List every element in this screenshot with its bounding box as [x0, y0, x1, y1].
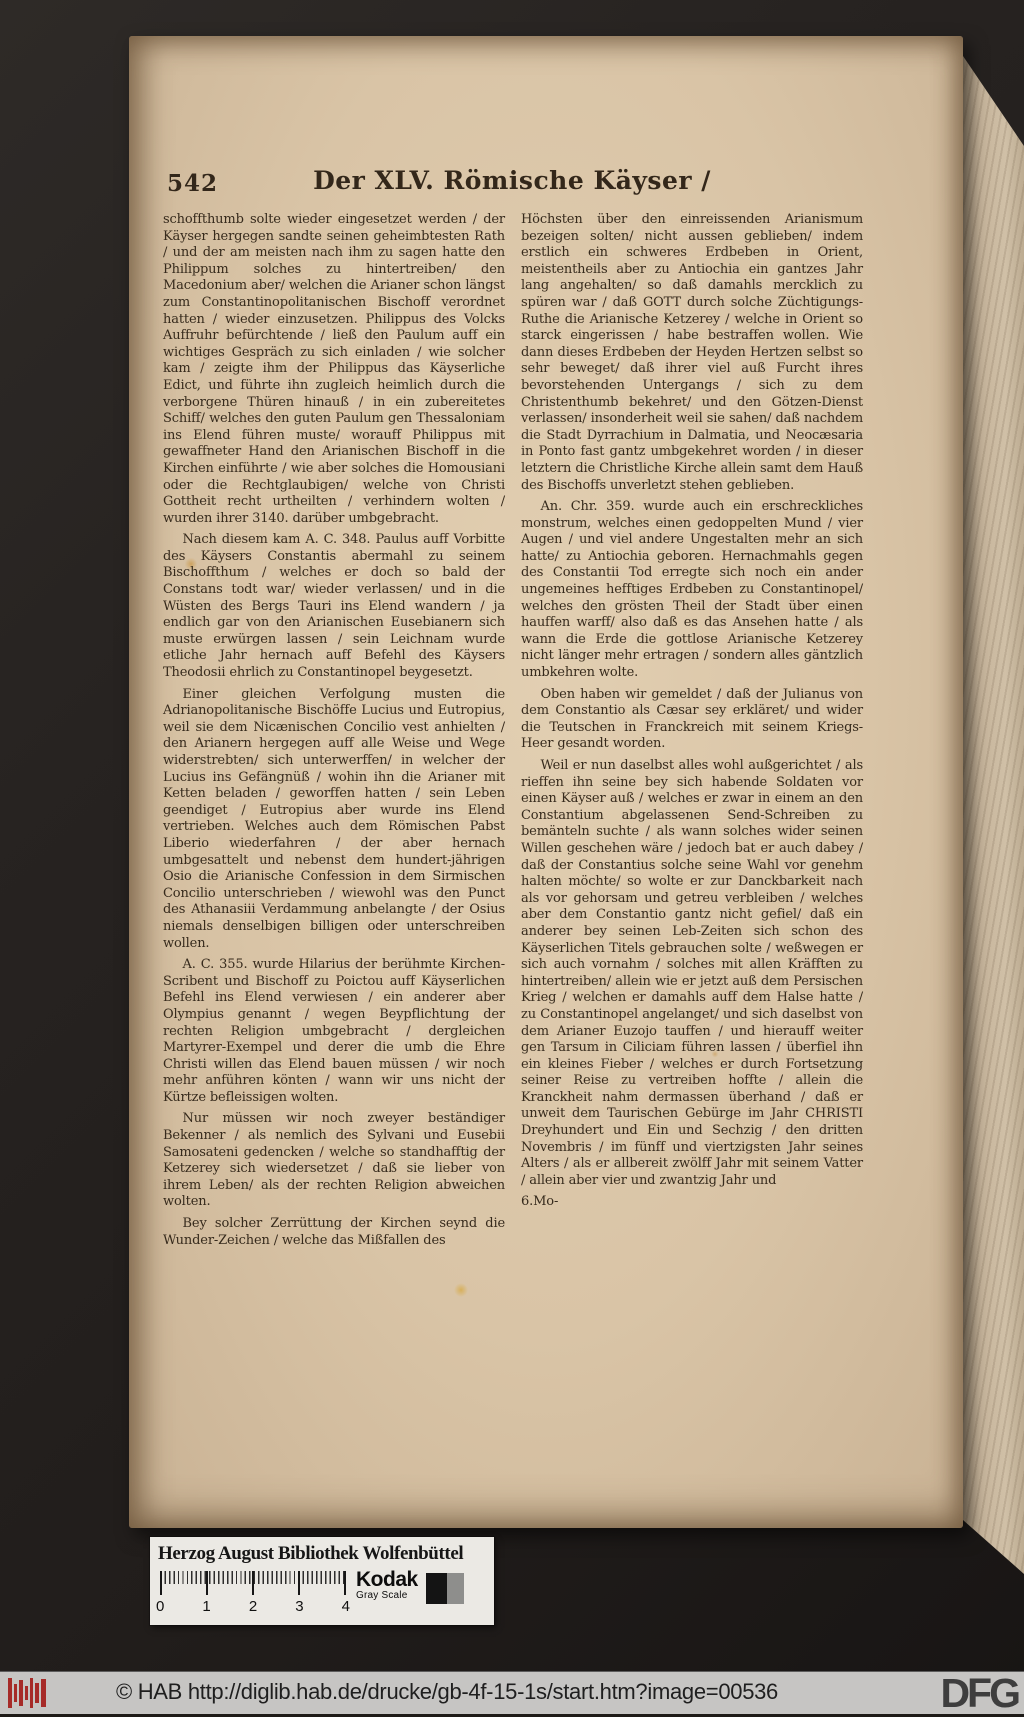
paragraph: Einer gleichen Verfolgung musten die Adrianopolitanische Bischöffe Lucius und Eutropius, weil sie dem Nicænischen Concilio vest anhielten / den Arianern hergegen auff alle Weise und Wege widerstrebten/ sich unterwerffen/ in welcher der Lucius ins Gefängnüß / wohin ihn die Arianer mit Ketten beladen / geworffen hatten / sein Leben geendiget / Eutropius aber wurde ins Elend vertrieben. Welches auch dem Römischen Pabst Liberio wiederfahren / der aber hernach umbgesattelt und nebenst dem hundert-jährigen Osio die Arianische Confession in dem Sirmischen Concilio unterschrieben / wiewohl was den Punct des Athanasiii Verdammung anbelangte / der Osius niemals denselbigen billigen oder unterschreiben wollen.	[163, 686, 505, 951]
text-column-left	[163, 212, 505, 1254]
ruler-number: 2	[248, 1598, 258, 1615]
attribution-text: © HAB http://diglib.hab.de/drucke/gb-4f-15-1s/start.htm?image=00536	[116, 1679, 778, 1704]
library-label	[150, 1537, 494, 1625]
kodak-brand-text: Kodak	[356, 1568, 418, 1591]
paragraph: A. C. 355. wurde Hilarius der berühmte Kirchen-Scribent und Bischoff zu Poictou auff Käyserlichen Befehl ins Elend verwiesen / ein anderer aber Olympius genannt / wegen Beypflichtung der rechten Religion umbgebracht / dergleichen Martyrer-Exempel und derer die umb die Ehre Christi willen das Elend bauen müssen / wir noch mehr anführen könten / wann wir uns nicht der Kürtze befleissigen wolten.	[163, 957, 505, 1105]
text-column-right	[521, 212, 863, 1254]
library-label-title: Herzog August Bibliothek Wolfenbüttel	[158, 1543, 464, 1564]
paragraph: Höchsten über den einreissenden Arianismum bezeigen solten/ nicht aussen geblieben/ indem erstlich ein schweres Erdbeben in Orient, meistentheils aber zu Antiochia ein gantzes Jahr lang angehalten/ so daß damahls mercklich zu spüren war / daß GOTT durch solche Züchtigungs-Ruthe die Arianische Ketzerey / welche in Orient so starck eingerissen / habe bestraffen wollen. Wie dann dieses Erdbeben der Heyden Hertzen selbst so sehr beweget/ daß ihrer viel auß Furcht ihres bevorstehenden Untergangs / sich zu dem Christenthumb bekehret/ und den Götzen-Dienst verlassen/ insonderheit weil sie sahen/ daß nachdem die Stadt Dyrrachium in Dalmatia, und Neocæsaria in Ponto fast gantz umbgekehret worden / in dieser letztern die Christliche Kirche allein samt dem Hauß des Bischoffs unverletzt stehen geblieben.	[521, 212, 863, 493]
paragraph: An. Chr. 359. wurde auch ein erschreckliches monstrum, welches einen gedoppelten Mund / vier Augen / und viel andere Ungestalten mehr an sich hatte/ zu Antiochia geboren. Hernachmahls gegen des Constantii Tod erregte sich noch ein ander ungemeines hefftiges Erdbeben zu Constantinopel/ welches den grösten Theil der Stadt über einen hauffen warff/ also daß es das Ansehen hatte / als wann die Erde die gottlose Arianische Ketzerey nicht länger mehr ertragen / sondern alles gäntzlich umbkehren wolte.	[521, 499, 863, 681]
book-page	[129, 36, 963, 1528]
text-columns	[163, 212, 863, 1254]
paragraph: Bey solcher Zerrüttung der Kirchen seynd die Wunder-Zeichen / welche das Mißfallen des	[163, 1216, 505, 1248]
ruler-number: 0	[156, 1598, 165, 1615]
paragraph: Weil er nun daselbst alles wohl außgerichtet / als rieffen ihn seine bey sich habende Soldaten vor einen Käyser auß / welches er zwar in einem an den Constantium abgelassenen Send-Schreiben zu bemänteln suchte / als wann solches wider seinen Willen geschehen wäre / jedoch bat er auch dabey / daß der Constantius solche seine Wahl vor genehm halten möchte/ so wolte er zur Danckbarkeit nach als vor gehorsam und getreu verbleiben / welches aber dem Constantio gantz nicht gefiel/ daß ein anderer bey seinen Leb-Zeiten sich schon des Käyserlichen Titels gebrauchen solte / weßwegen er sich auch vornahm / solches mit allen Kräfften zu hintertreiben/ allein wie er jetzt auß dem Persischen Krieg / welchen er damahls auff dem Halse hatte / zu Constantinopel angelanget/ und sich daselbst von dem Arianer Euzojo tauffen / und hierauff weiter gen Tarsum in Ciliciam führen lassen / überfiel ihn ein kleines Fieber / welches er durch Fortsetzung seiner Reise zu vertreiben hoffte / allein die Kranckheit nahm dermassen überhand / daß er unweit dem Taurischen Gebürge im Jahr CHRISTI Dreyhundert und Ein und Sechzig / den dritten Novembris / im fünff und viertzigsten Jahr seines Alters / als er allbereit zwölff Jahr mit seinem Vatter / allein aber vier und zwantzig Jahr und	[521, 758, 863, 1188]
book-fore-edge	[963, 42, 1024, 1582]
grayscale-patch-black	[426, 1573, 447, 1604]
paragraph: Nur müssen wir noch zweyer beständiger Bekenner / als nemlich des Sylvani und Eusebii Samosateni gedencken / welche so standhafftig der Ketzerey sich wiedersetzet / daß sie lieber von ihrem Leben/ als der rechten Religion abweichen wolten.	[163, 1111, 505, 1210]
catchword: 6.Mo-	[521, 1194, 559, 1210]
ruler-number: 3	[295, 1598, 304, 1615]
grayscale-patch-gray	[447, 1573, 464, 1604]
red-registration-mark	[8, 1678, 46, 1708]
dfg-logo: DFG	[940, 1670, 1018, 1716]
footer-bar	[0, 1671, 1024, 1714]
paragraph: Nach diesem kam A. C. 348. Paulus auff Vorbitte des Käysers Constantis abermahl zu seinem Bischoffthum / welches er doch so bald der Constans todt war/ wieder verlassen/ und in die Wüsten des Bergs Tauri ins Elend wandern / ja endlich gar von den Arianischen Eusebianern sich muste erwürgen lassen / sein Leichnam wurde etliche Jahr hernach auff Befehl des Käysers Theodosii ehrlich zu Constantinopel beygesetzt.	[163, 532, 505, 681]
ruler-number: 1	[202, 1598, 211, 1615]
running-header-title: Der XLV. Römische Käyser /	[313, 166, 711, 195]
ruler-numbers	[156, 1598, 350, 1615]
paragraph: Oben haben wir gemeldet / daß der Julianus von dem Constantio als Cæsar sey erkläret/ und wider die Teutschen in Franckreich mit seinem Kriegs-Heer gesandt worden.	[521, 686, 863, 752]
ruler-major-ticks	[160, 1571, 346, 1595]
paragraph: schoffthumb solte wieder eingesetzet werden / der Käyser hergegen sandte seinen geheimbtesten Rath / und der am meisten nach ihm zu sagen hatte den Philippum solches zu hintertreiben/ den Macedonium aber/ welchen die Arianer schon längst zum Constantinopolitanischen Bischoff verordnet hatten / wieder einzusetzen. Philippus des Volcks Auffruhr befürchtende / ließ den Paulum auff ein wichtiges Gespräch zu sich einladen / wie solcher kam / zeigte ihm der Philippus das Käyserliche Edict, und führte ihn zugleich heimlich durch die verborgene Thüren hinauß / in ein zubereitetes Schiff/ welches den guten Paulum gen Thessaloniam ins Elend führen muste/ worauff Philippus mit gewaffneter Hand den Arianischen Bischoff in die Kirchen einführte / wie aber solches die Homousiani oder die Rechtglaubigen/ welche von Christi Gottheit recht urtheilten / verhindern wolten / wurden ihrer 3140. darüber umbgebracht.	[163, 212, 505, 526]
page-header	[163, 166, 861, 200]
kodak-scale-name: Gray Scale	[356, 1590, 408, 1601]
ruler-number: 4	[341, 1598, 350, 1615]
ruler	[156, 1571, 350, 1619]
kodak-gray-scale	[356, 1570, 418, 1601]
page-number: 542	[167, 170, 219, 197]
